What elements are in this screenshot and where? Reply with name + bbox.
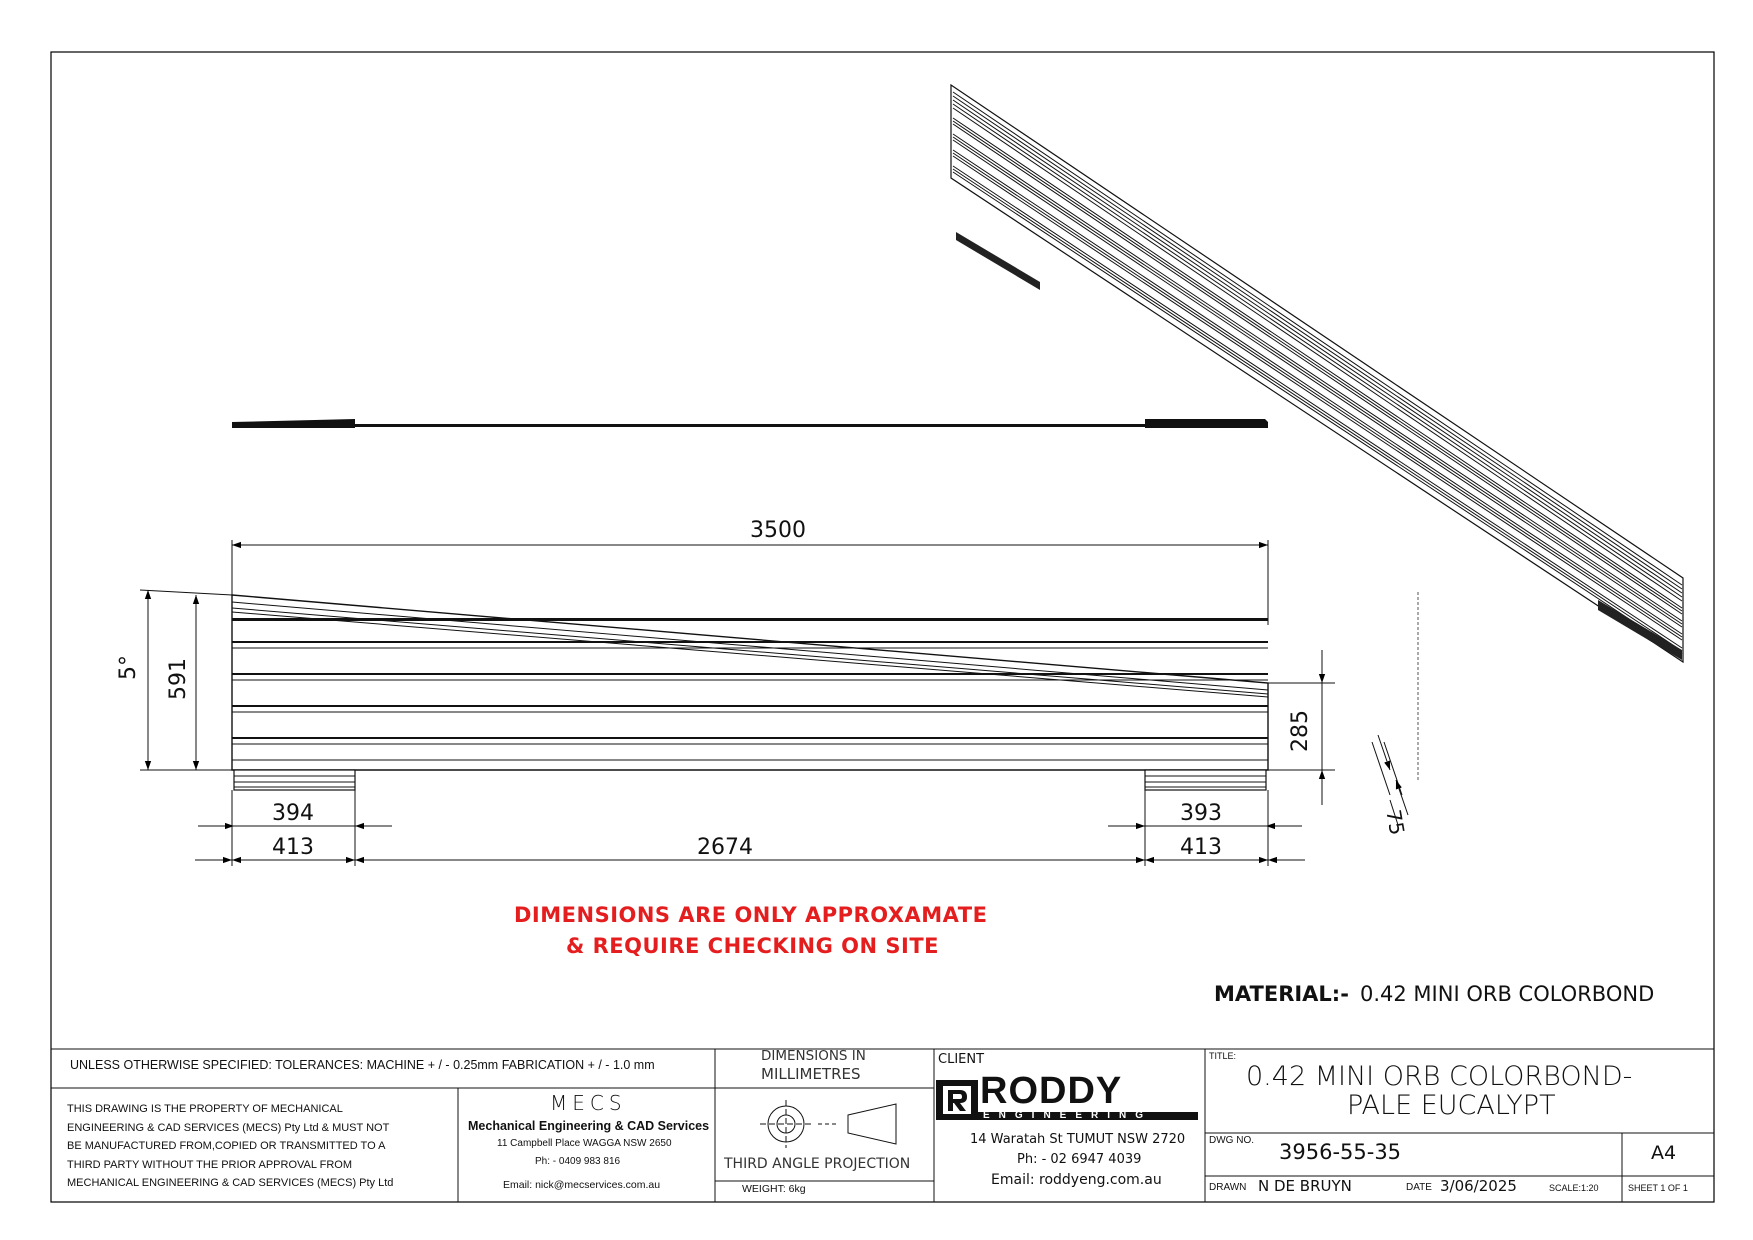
material-value: 0.42 MINI ORB COLORBOND: [1360, 982, 1655, 1006]
dwg-number: 3956-55-35: [1279, 1140, 1402, 1164]
client-phone: Ph: - 02 6947 4039: [1017, 1152, 1142, 1167]
dim-overall-length: 3500: [750, 518, 806, 543]
dim-right-height: 285: [1288, 710, 1313, 752]
property-line: THIS DRAWING IS THE PROPERTY OF MECHANICAL: [67, 1103, 343, 1115]
property-notice: [67, 1100, 393, 1193]
front-view: [232, 595, 1268, 790]
material-label: MATERIAL:-: [1214, 982, 1349, 1006]
title-line-1: 0.42 MINI ORB COLORBOND-: [1246, 1061, 1633, 1092]
units-line-1: DIMENSIONS IN: [761, 1048, 866, 1064]
third-angle-projection-icon: [760, 1100, 896, 1148]
dim-right-flat-bottom: 413: [1180, 835, 1222, 860]
mecs-name: Mechanical Engineering & CAD Services: [468, 1119, 710, 1133]
mecs-address: 11 Campbell Place WAGGA NSW 2650: [497, 1138, 672, 1149]
property-line: THIRD PARTY WITHOUT THE PRIOR APPROVAL FROM: [67, 1158, 353, 1171]
mecs-logo: MECS: [550, 1091, 627, 1115]
sheet-count: SHEET 1 OF 1: [1628, 1183, 1688, 1193]
title-label: TITLE:: [1209, 1051, 1237, 1061]
property-line: MECHANICAL ENGINEERING & CAD SERVICES (MECS) Pty Ltd: [67, 1177, 394, 1189]
mecs-phone: Ph: - 0409 983 816: [535, 1156, 621, 1167]
drawn-by: N DE BRUYN: [1258, 1177, 1352, 1195]
client-logo-bottom: ENGINEERING: [983, 1110, 1153, 1121]
dim-right-flat-top: 393: [1180, 801, 1222, 826]
date-label: DATE: [1406, 1182, 1432, 1193]
mecs-email: Email: nick@mecservices.com.au: [503, 1179, 661, 1191]
dim-left-flat-bottom: 413: [272, 835, 314, 860]
client-logo-top: RODDY: [980, 1070, 1123, 1112]
note-line-1: DIMENSIONS ARE ONLY APPROXAMATE: [514, 903, 988, 927]
dim-left-flat-top: 394: [272, 801, 314, 826]
note-line-2: & REQUIRE CHECKING ON SITE: [566, 934, 939, 958]
property-line: ENGINEERING & CAD SERVICES (MECS) Pty Ltd & MUST NOT: [67, 1121, 390, 1134]
tolerances: UNLESS OTHERWISE SPECIFIED: TOLERANCES: MACHINE + / - 0.25mm FABRICATION + / - 1.0 mm: [70, 1058, 655, 1072]
dim-middle-span: 2674: [697, 835, 753, 860]
projection-label: THIRD ANGLE PROJECTION: [724, 1156, 911, 1172]
edge-view: [232, 419, 1268, 428]
dim-left-height: 591: [166, 658, 191, 700]
scale: SCALE:1:20: [1549, 1183, 1599, 1193]
weight: WEIGHT: 6kg: [742, 1183, 806, 1195]
drawn-label: DRAWN: [1209, 1182, 1247, 1193]
client-email: Email: roddyeng.com.au: [991, 1172, 1162, 1188]
units-line-2: MILLIMETRES: [761, 1065, 861, 1083]
dim-angle: 5°: [116, 655, 141, 680]
client-address: 14 Waratah St TUMUT NSW 2720: [970, 1132, 1186, 1147]
client-label: CLIENT: [938, 1052, 985, 1067]
title-line-2: PALE EUCALYPT: [1347, 1090, 1556, 1121]
dim-detail-gap: 75: [1381, 807, 1410, 837]
property-line: BE MANUFACTURED FROM,COPIED OR TRANSMITTED TO A: [67, 1140, 386, 1152]
dwg-label: DWG NO.: [1209, 1135, 1254, 1146]
sheet-size: A4: [1651, 1142, 1677, 1164]
date: 3/06/2025: [1440, 1177, 1517, 1195]
